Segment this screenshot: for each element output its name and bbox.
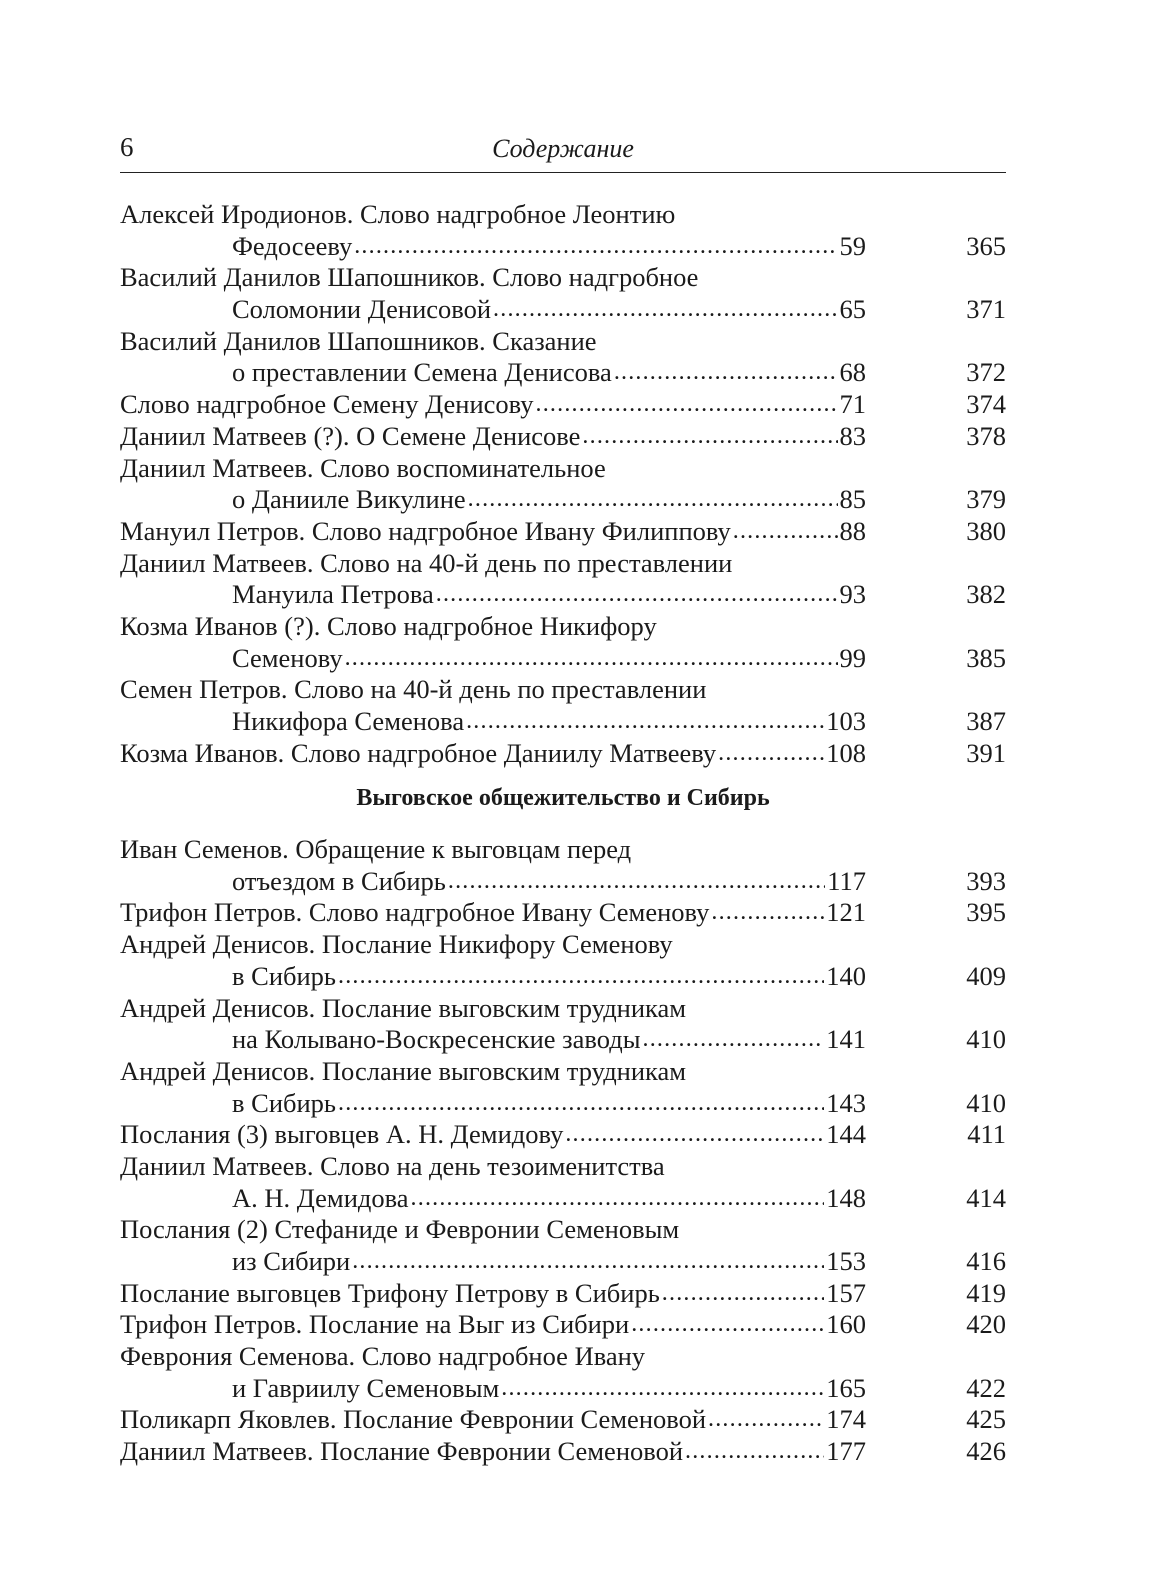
toc-page-number: 157 [826,1277,866,1308]
toc-entry [120,674,1006,737]
page-number: 6 [120,132,134,162]
toc-entry-text-wrap [120,1119,866,1151]
toc-entry [120,326,1006,389]
toc-entry-line [120,1151,1006,1183]
toc-entry-title: Андрей Денисов. Послание выговским трудникам [120,992,687,1023]
toc-entry [120,1119,1006,1151]
toc-entry-line [120,453,1006,485]
toc-entry-text-wrap [232,294,866,326]
toc-entry-title: о преставлении Семена Денисова [232,357,612,388]
toc-entry-text-wrap [120,897,866,929]
toc-entry-text-wrap [120,453,606,485]
toc-entry-title: Трифон Петров. Послание на Выг из Сибири [120,1309,630,1340]
toc-entry-line-last [120,516,1006,548]
toc-entry-text-wrap [120,1056,686,1088]
toc-comment-page-number: 425 [966,1404,1006,1435]
toc-entry-title: Никифора Семенова [232,706,465,736]
toc-comment-page-number: 410 [966,1087,1006,1118]
dot-leader [565,1119,824,1151]
toc-page-number: 148 [826,1182,866,1213]
toc-entry-title: Семен Петров. Слово на 40-й день по преставлении [120,674,707,705]
toc-entry-title: Андрей Денисов. Послание Никифору Семенову [120,929,673,960]
toc-comment-page-number: 378 [966,420,1006,451]
toc-page-number: 165 [826,1372,866,1403]
dot-leader [631,1309,824,1341]
toc-comment-page-number: 372 [966,357,1006,388]
dot-leader [448,866,825,898]
toc-comment-page-number: 387 [966,706,1006,736]
dot-leader [733,516,838,548]
toc-comment-page-number: 379 [966,484,1006,515]
dot-leader [685,1436,824,1468]
toc-entry-line-last [120,643,1006,675]
toc-entry-text-wrap [232,706,866,738]
toc-entry-text-wrap [120,199,675,231]
toc-entry-line-last [120,897,1006,929]
toc-entry-line-last [120,294,1006,326]
toc-comment-page-number: 380 [966,515,1006,546]
table-of-contents [120,199,1006,1468]
toc-entry-title: о Данииле Викулине [232,484,466,515]
toc-entry-text-wrap [232,866,866,898]
dot-leader [643,1024,825,1056]
toc-entry-title: и Гавриилу Семеновым [232,1372,500,1403]
toc-entry-text-wrap [120,1309,866,1341]
toc-entry-line-last [120,1088,1006,1120]
page-header [120,128,1006,173]
dot-leader [436,579,838,611]
toc-page-number: 71 [839,389,866,420]
toc-entry-line-last [120,738,1006,770]
toc-entry-line-last [120,1024,1006,1056]
toc-entry-text-wrap [232,643,866,675]
toc-page-number: 59 [839,230,866,261]
toc-entry [120,1341,1006,1404]
toc-entry-title: Василий Данилов Шапошников. Слово надгробное [120,262,699,293]
toc-entry [120,453,1006,516]
toc-page-number: 121 [826,897,866,928]
toc-entry-title: на Колывано-Воскресенские заводы [232,1024,641,1055]
toc-entry-title: Послание выговцев Трифону Петрову в Сибирь [120,1277,660,1308]
toc-entry-title: Мануил Петров. Слово надгробное Ивану Филиппову [120,515,731,546]
toc-entry-title: Трифон Петров. Слово надгробное Ивану Семенову [120,897,710,928]
toc-entry-line [120,199,1006,231]
toc-entry-line [120,1341,1006,1373]
toc-entry-title: Слово надгробное Семену Денисову [120,389,534,420]
toc-entry-line-last [120,961,1006,993]
toc-entry-line [120,326,1006,358]
toc-entry-line-last [120,389,1006,421]
toc-entry-line [120,262,1006,294]
toc-entry-line-last [120,357,1006,389]
dot-leader [345,643,838,675]
toc-entry-line-last [120,706,1006,738]
toc-entry-line [120,834,1006,866]
toc-entry-line-last [120,579,1006,611]
toc-entry-line-last [120,1246,1006,1278]
toc-comment-page-number: 416 [966,1246,1006,1276]
toc-entry-text-wrap [120,611,657,643]
dot-leader [501,1373,824,1405]
dot-leader [582,421,837,453]
toc-page-number: 83 [839,420,866,451]
toc-comment-page-number: 371 [966,294,1006,325]
toc-page-number: 93 [839,579,866,610]
toc-entry-text-wrap [120,389,866,421]
toc-entry-line-last [120,231,1006,263]
toc-entry-text-wrap [120,674,706,706]
toc-entry [120,1404,1006,1436]
toc-entry-line [120,929,1006,961]
toc-section-1 [120,199,1006,769]
toc-entry-text-wrap [232,1373,866,1405]
toc-entry-title: Козма Иванов (?). Слово надгробное Никифору [120,610,657,641]
toc-comment-page-number: 414 [966,1182,1006,1213]
toc-entry-line-last [120,1436,1006,1468]
toc-entry-line [120,1214,1006,1246]
toc-entry-title: А. Н. Демидова [232,1182,409,1213]
toc-entry-line-last [120,1404,1006,1436]
toc-entry [120,1436,1006,1468]
toc-entry-line-last [120,1373,1006,1405]
toc-entry-line [120,1056,1006,1088]
toc-entry-text-wrap [120,516,866,548]
toc-entry [120,516,1006,548]
toc-comment-page-number: 410 [966,1024,1006,1055]
toc-page-number: 117 [827,865,866,896]
toc-entry-title: Соломонии Денисовой [232,294,492,325]
toc-entry-text-wrap [232,484,866,516]
toc-entry-line [120,674,1006,706]
dot-leader [338,961,824,993]
toc-page-number: 143 [826,1087,866,1118]
toc-entry-line [120,993,1006,1025]
toc-comment-page-number: 365 [966,230,1006,261]
dot-leader [614,357,838,389]
toc-comment-page-number: 385 [966,642,1006,673]
toc-page-number: 144 [826,1119,866,1150]
toc-entry-text-wrap [120,1341,645,1373]
toc-page-number: 141 [826,1024,866,1055]
dot-leader [354,231,837,263]
toc-entry [120,1214,1006,1277]
toc-entry-text-wrap [120,421,866,453]
toc-entry-title: Федосееву [232,230,353,261]
toc-entry-title: Феврония Семенова. Слово надгробное Ивану [120,1341,646,1372]
toc-entry-text-wrap [120,1278,866,1310]
dot-leader [466,706,824,738]
toc-comment-page-number: 409 [966,960,1006,991]
dot-leader [493,294,837,326]
toc-entry-text-wrap [232,1246,866,1278]
toc-entry-line-last [120,1183,1006,1215]
toc-entry-text-wrap [120,1151,665,1183]
toc-comment-page-number: 382 [966,579,1006,610]
toc-entry-text-wrap [120,326,597,358]
toc-entry-title: Алексей Иродионов. Слово надгробное Леонтию [120,199,676,229]
dot-leader [536,389,838,421]
dot-leader [662,1278,824,1310]
toc-entry-text-wrap [120,738,866,770]
toc-entry-title: Андрей Денисов. Послание выговским трудникам [120,1055,687,1086]
toc-page-number: 88 [839,515,866,546]
toc-page-number: 153 [826,1246,866,1276]
toc-entry-text-wrap [120,1404,866,1436]
toc-entry-title: Даниил Матвеев. Слово на 40-й день по преставлении [120,547,733,578]
toc-entry-title: из Сибири [232,1246,351,1276]
toc-entry-line-last [120,484,1006,516]
toc-entry-line-last [120,1309,1006,1341]
toc-page-number: 108 [826,737,866,768]
toc-entry-title: Семенову [232,642,343,673]
toc-entry [120,389,1006,421]
toc-entry-text-wrap [232,1088,866,1120]
toc-entry-line [120,548,1006,580]
dot-leader [708,1404,824,1436]
toc-comment-page-number: 374 [966,389,1006,420]
toc-entry-title: Поликарп Яковлев. Послание Февронии Семеновой [120,1404,707,1435]
toc-entry-text-wrap [120,993,686,1025]
toc-entry-text-wrap [120,834,631,866]
running-title: Содержание [492,134,634,163]
toc-entry-text-wrap [232,961,866,993]
toc-comment-page-number: 420 [966,1309,1006,1340]
toc-entry-text-wrap [232,231,866,263]
toc-entry [120,1309,1006,1341]
toc-page-number: 99 [839,642,866,673]
toc-entry-title: Мануила Петрова [232,579,434,610]
section-title: Выговское общежительство и Сибирь [356,785,770,812]
toc-entry [120,1278,1006,1310]
toc-entry-title: Василий Данилов Шапошников. Сказание [120,325,597,356]
toc-entry-text-wrap [120,929,673,961]
toc-entry [120,897,1006,929]
dot-leader [718,738,824,770]
toc-entry-text-wrap [232,1183,866,1215]
toc-entry-text-wrap [120,262,698,294]
toc-entry [120,611,1006,674]
toc-entry [120,738,1006,770]
toc-page-number: 140 [826,960,866,991]
dot-leader [468,484,838,516]
toc-entry-text-wrap [120,1214,679,1246]
toc-entry-line-last [120,1119,1006,1151]
toc-entry [120,929,1006,992]
dot-leader [338,1088,824,1120]
toc-entry [120,1151,1006,1214]
toc-entry-title: Даниил Матвеев. Слово воспоминательное [120,452,606,483]
toc-entry-title: Даниил Матвеев (?). О Семене Денисове [120,420,581,451]
toc-entry [120,199,1006,262]
dot-leader [411,1183,825,1215]
toc-section-2 [120,834,1006,1468]
toc-comment-page-number: 411 [967,1119,1006,1150]
toc-entry-text-wrap [232,357,866,389]
dot-leader [352,1246,824,1278]
toc-comment-page-number: 393 [966,865,1006,896]
toc-page-number: 174 [826,1404,866,1435]
toc-page-number: 103 [826,706,866,736]
toc-comment-page-number: 391 [966,737,1006,768]
toc-entry-text-wrap [120,548,732,580]
toc-entry-title: Послания (2) Стефаниде и Февронии Семеновым [120,1214,680,1245]
toc-entry-title: в Сибирь [232,1087,336,1118]
toc-entry-line [120,611,1006,643]
toc-entry-title: Даниил Матвеев. Послание Февронии Семеновой [120,1436,684,1467]
toc-comment-page-number: 395 [966,897,1006,928]
toc-entry [120,1056,1006,1119]
dot-leader [711,897,824,929]
toc-entry-title: Послания (3) выговцев А. Н. Демидову [120,1119,564,1150]
toc-entry [120,421,1006,453]
toc-entry-line-last [120,866,1006,898]
toc-page-number: 85 [839,484,866,515]
toc-comment-page-number: 426 [966,1436,1006,1467]
toc-page-number: 65 [839,294,866,325]
toc-entry-title: в Сибирь [232,960,336,991]
toc-entry-text-wrap [120,1436,866,1468]
toc-entry-title: Даниил Матвеев. Слово на день тезоименитства [120,1150,665,1181]
toc-entry-text-wrap [232,579,866,611]
toc-entry-title: Иван Семенов. Обращение к выговцам перед [120,834,632,865]
toc-entry-line-last [120,1278,1006,1310]
toc-entry-text-wrap [232,1024,866,1056]
toc-page-number: 177 [826,1436,866,1467]
toc-comment-page-number: 422 [966,1372,1006,1403]
toc-page-number: 160 [826,1309,866,1340]
toc-entry [120,262,1006,325]
toc-entry [120,993,1006,1056]
toc-entry-line-last [120,421,1006,453]
toc-page-number: 68 [839,357,866,388]
toc-comment-page-number: 419 [966,1277,1006,1308]
toc-entry [120,834,1006,897]
toc-entry-title: отъездом в Сибирь [232,865,446,896]
toc-entry-title: Козма Иванов. Слово надгробное Даниилу Матвееву [120,737,717,768]
toc-entry [120,548,1006,611]
